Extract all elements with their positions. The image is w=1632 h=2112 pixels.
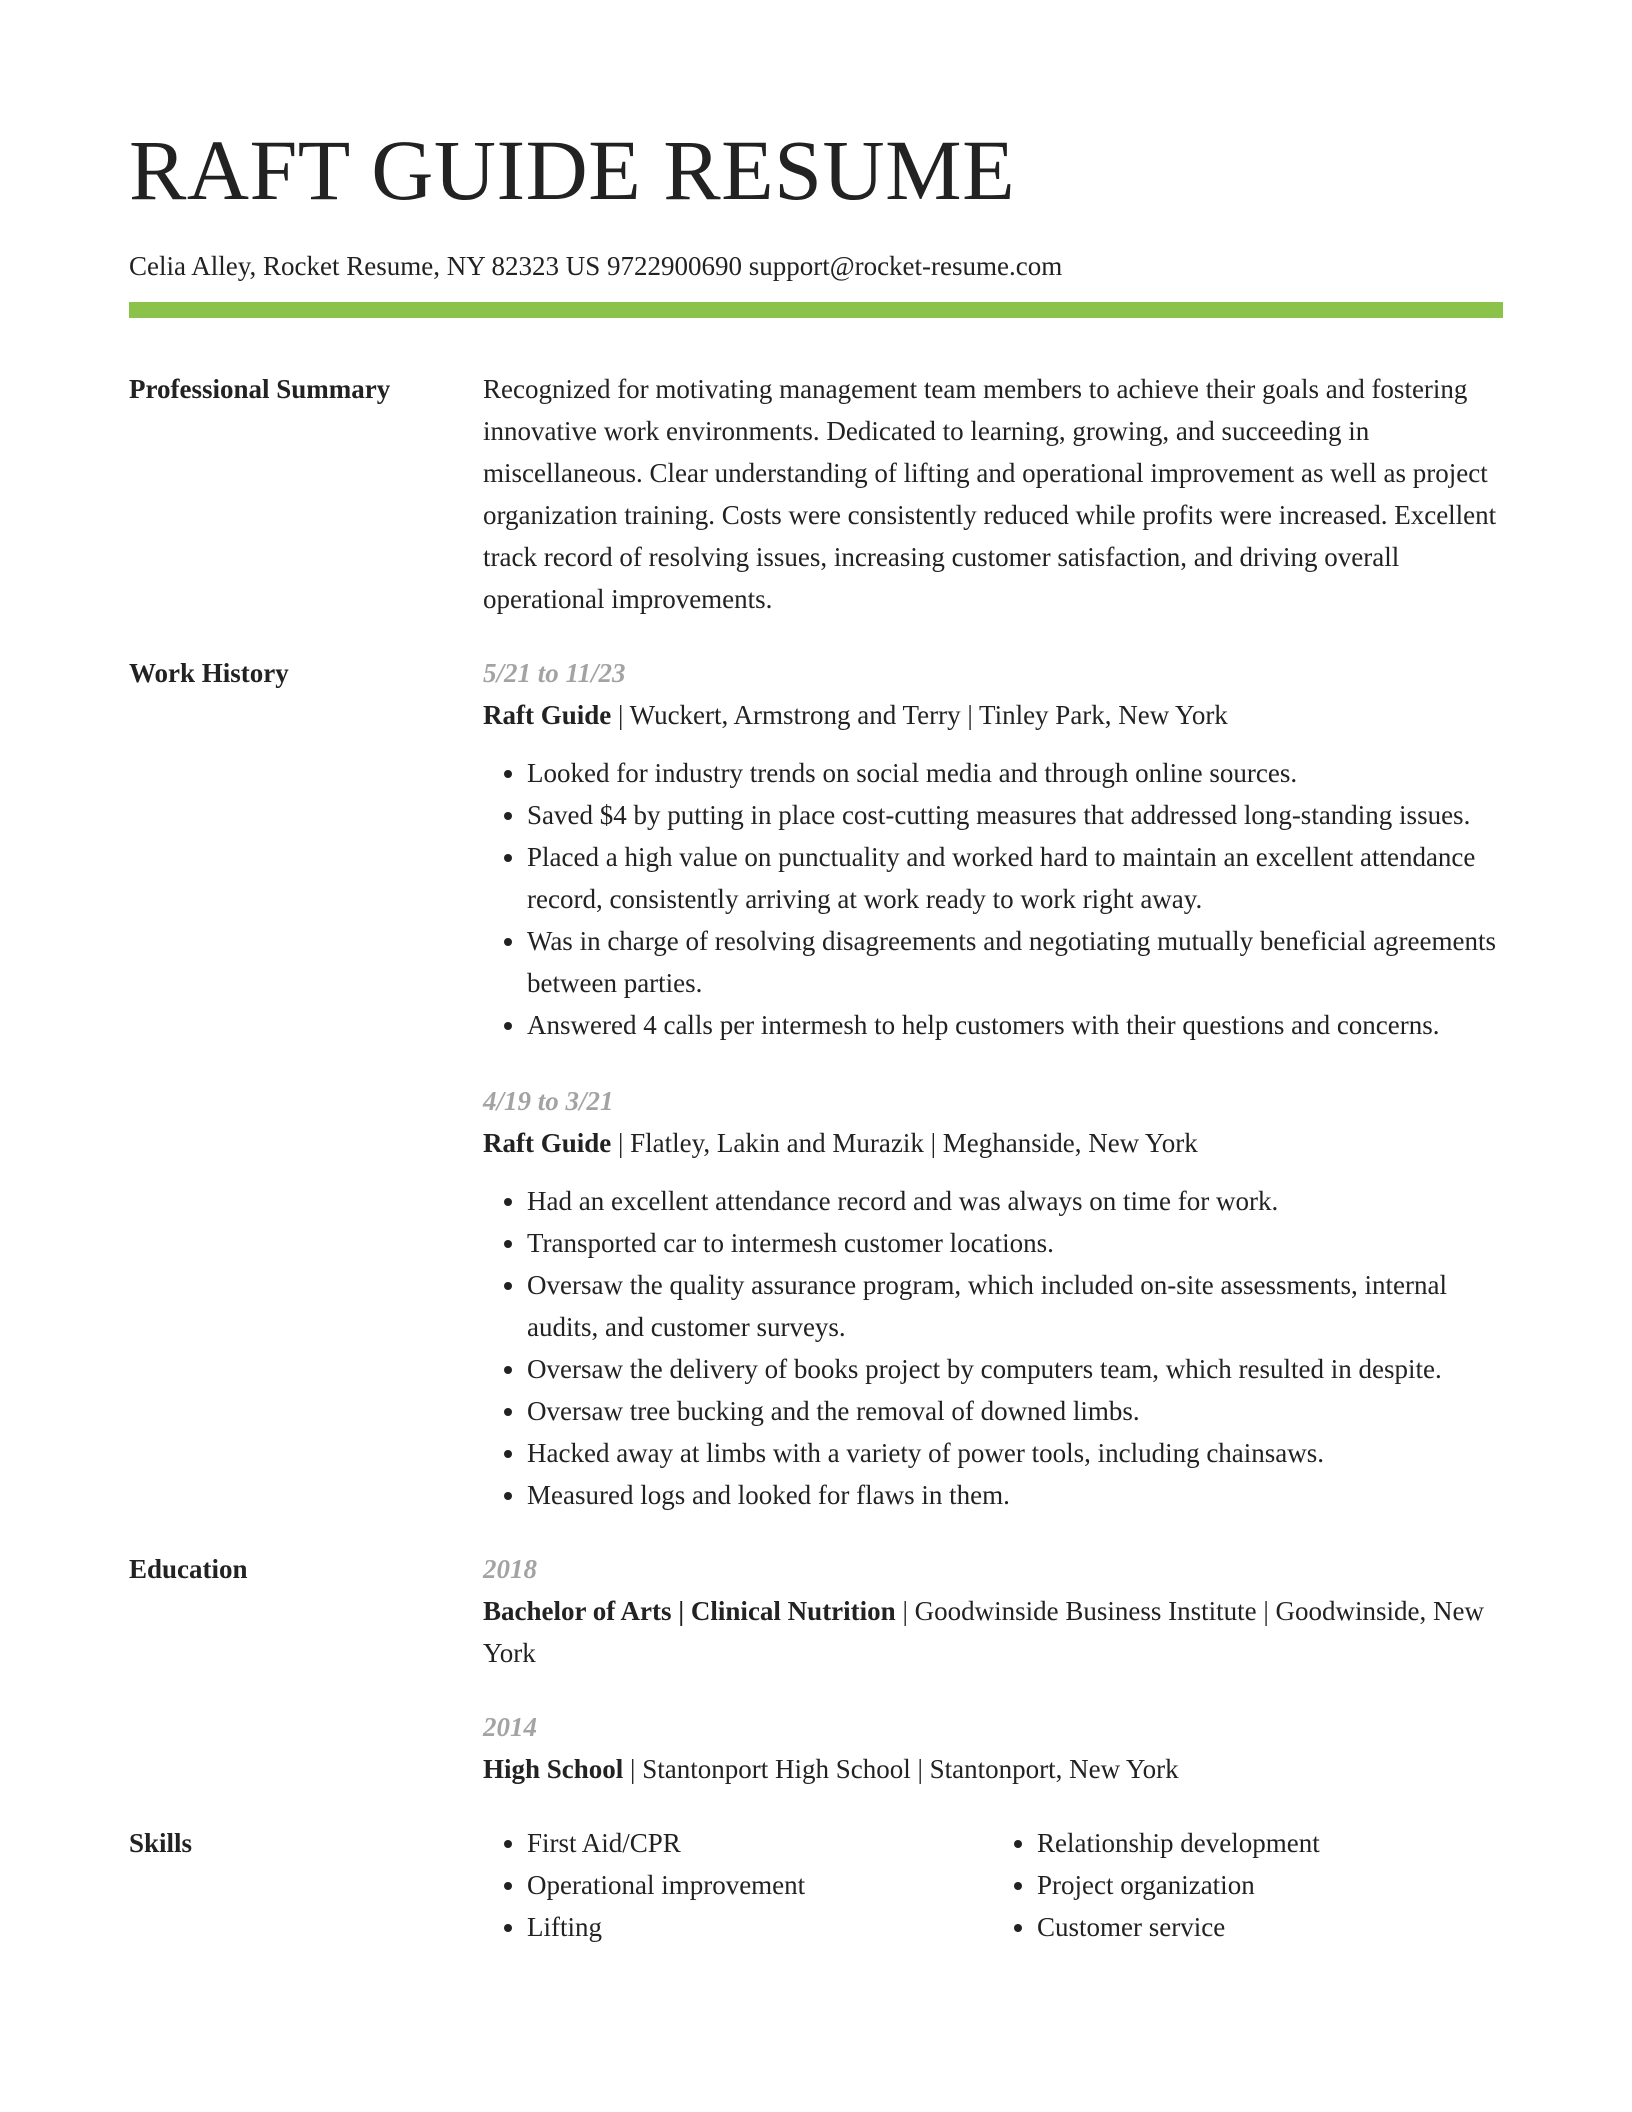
contact-line (129, 246, 1503, 286)
education-year: 2018 (483, 1554, 537, 1584)
contact-phone: 9722900690 (606, 251, 742, 281)
skills-section (129, 1822, 1503, 1948)
skills-grid (483, 1822, 1503, 1948)
job-bullet: • Oversaw tree bucking and the removal of downed limbs. (527, 1390, 1503, 1432)
skill-item: • First Aid/CPR (527, 1822, 993, 1864)
job-bullet: • Was in charge of resolving disagreements and negotiating mutually beneficial agreements between parties. (527, 920, 1503, 1004)
education-degree: High School (483, 1754, 624, 1784)
job-bullet: • Hacked away at limbs with a variety of power tools, including chainsaws. (527, 1432, 1503, 1474)
education-list (483, 1548, 1503, 1790)
job-bullet: • Oversaw the delivery of books project by computers team, which resulted in despite. (527, 1348, 1503, 1390)
job-bullet: • Saved $4 by putting in place cost-cutting measures that addressed long-standing issues. (527, 794, 1503, 836)
job-title: Raft Guide (483, 1128, 612, 1158)
job-header (483, 1122, 1503, 1164)
contact-email: support@rocket-resume.com (748, 251, 1063, 281)
work-history-section (129, 652, 1503, 1516)
job-bullets (483, 1180, 1503, 1516)
work-history-heading: Work History (129, 658, 289, 688)
skill-item: • Relationship development (1037, 1822, 1503, 1864)
resume-title: RAFT GUIDE RESUME (129, 122, 1016, 218)
job-entry (483, 1080, 1503, 1516)
job-bullet: • Answered 4 calls per intermesh to help customers with their questions and concerns. (527, 1004, 1503, 1046)
summary-text: Recognized for motivating management team members to achieve their goals and fostering innovative work environments. Dedicated to learning, growing, and succeeding in miscellaneous. Clear understanding of lifting and operational improvement as well as project organization training. Costs were consistently reduced while profits were increased. Excellent track record of resolving issues, increasing customer satisfaction, and driving overall operational improvements. (483, 374, 1497, 614)
skill-item: • Project organization (1037, 1864, 1503, 1906)
education-year: 2014 (483, 1712, 537, 1742)
summary-section (129, 368, 1503, 620)
contact-location: Rocket Resume, NY 82323 US (262, 251, 601, 281)
job-bullet: • Transported car to intermesh customer locations. (527, 1222, 1503, 1264)
education-entry (483, 1548, 1503, 1674)
job-details: | Wuckert, Armstrong and Terry | Tinley Park, New York (611, 700, 1228, 730)
job-bullet: • Measured logs and looked for flaws in them. (527, 1474, 1503, 1516)
skills-heading: Skills (129, 1828, 193, 1858)
job-bullets (483, 752, 1503, 1046)
job-bullet: • Looked for industry trends on social media and through online sources. (527, 752, 1503, 794)
education-section (129, 1548, 1503, 1790)
education-details: | Stantonport High School | Stantonport, New York (623, 1754, 1179, 1784)
skills-column-right (993, 1822, 1503, 1948)
skill-item: • Operational improvement (527, 1864, 993, 1906)
education-details: | Goodwinside Business Institute | Goodwinside, New York (483, 1596, 1484, 1668)
summary-heading: Professional Summary (129, 374, 391, 404)
skills-column-left (483, 1822, 993, 1948)
education-header (483, 1748, 1503, 1790)
skill-item: • Lifting (527, 1906, 993, 1948)
job-bullet: • Oversaw the quality assurance program, which included on-site assessments, internal audits, and customer surveys. (527, 1264, 1503, 1348)
education-header (483, 1590, 1503, 1674)
job-title: Raft Guide (483, 700, 612, 730)
education-degree: Bachelor of Arts | Clinical Nutrition (483, 1596, 896, 1626)
accent-divider (129, 302, 1503, 318)
education-entry (483, 1706, 1503, 1790)
job-entry (483, 652, 1503, 1046)
skill-item: • Customer service (1037, 1906, 1503, 1948)
contact-name: Celia Alley, (129, 251, 257, 281)
job-details: | Flatley, Lakin and Murazik | Meghanside, New York (611, 1128, 1198, 1158)
job-bullet: • Had an excellent attendance record and was always on time for work. (527, 1180, 1503, 1222)
work-history-list (483, 652, 1503, 1516)
job-bullet: • Placed a high value on punctuality and worked hard to maintain an excellent attendance record, consistently arriving at work ready to work right away. (527, 836, 1503, 920)
job-header (483, 694, 1503, 736)
education-heading: Education (129, 1554, 248, 1584)
job-dates: 4/19 to 3/21 (483, 1086, 614, 1116)
job-dates: 5/21 to 11/23 (483, 658, 626, 688)
